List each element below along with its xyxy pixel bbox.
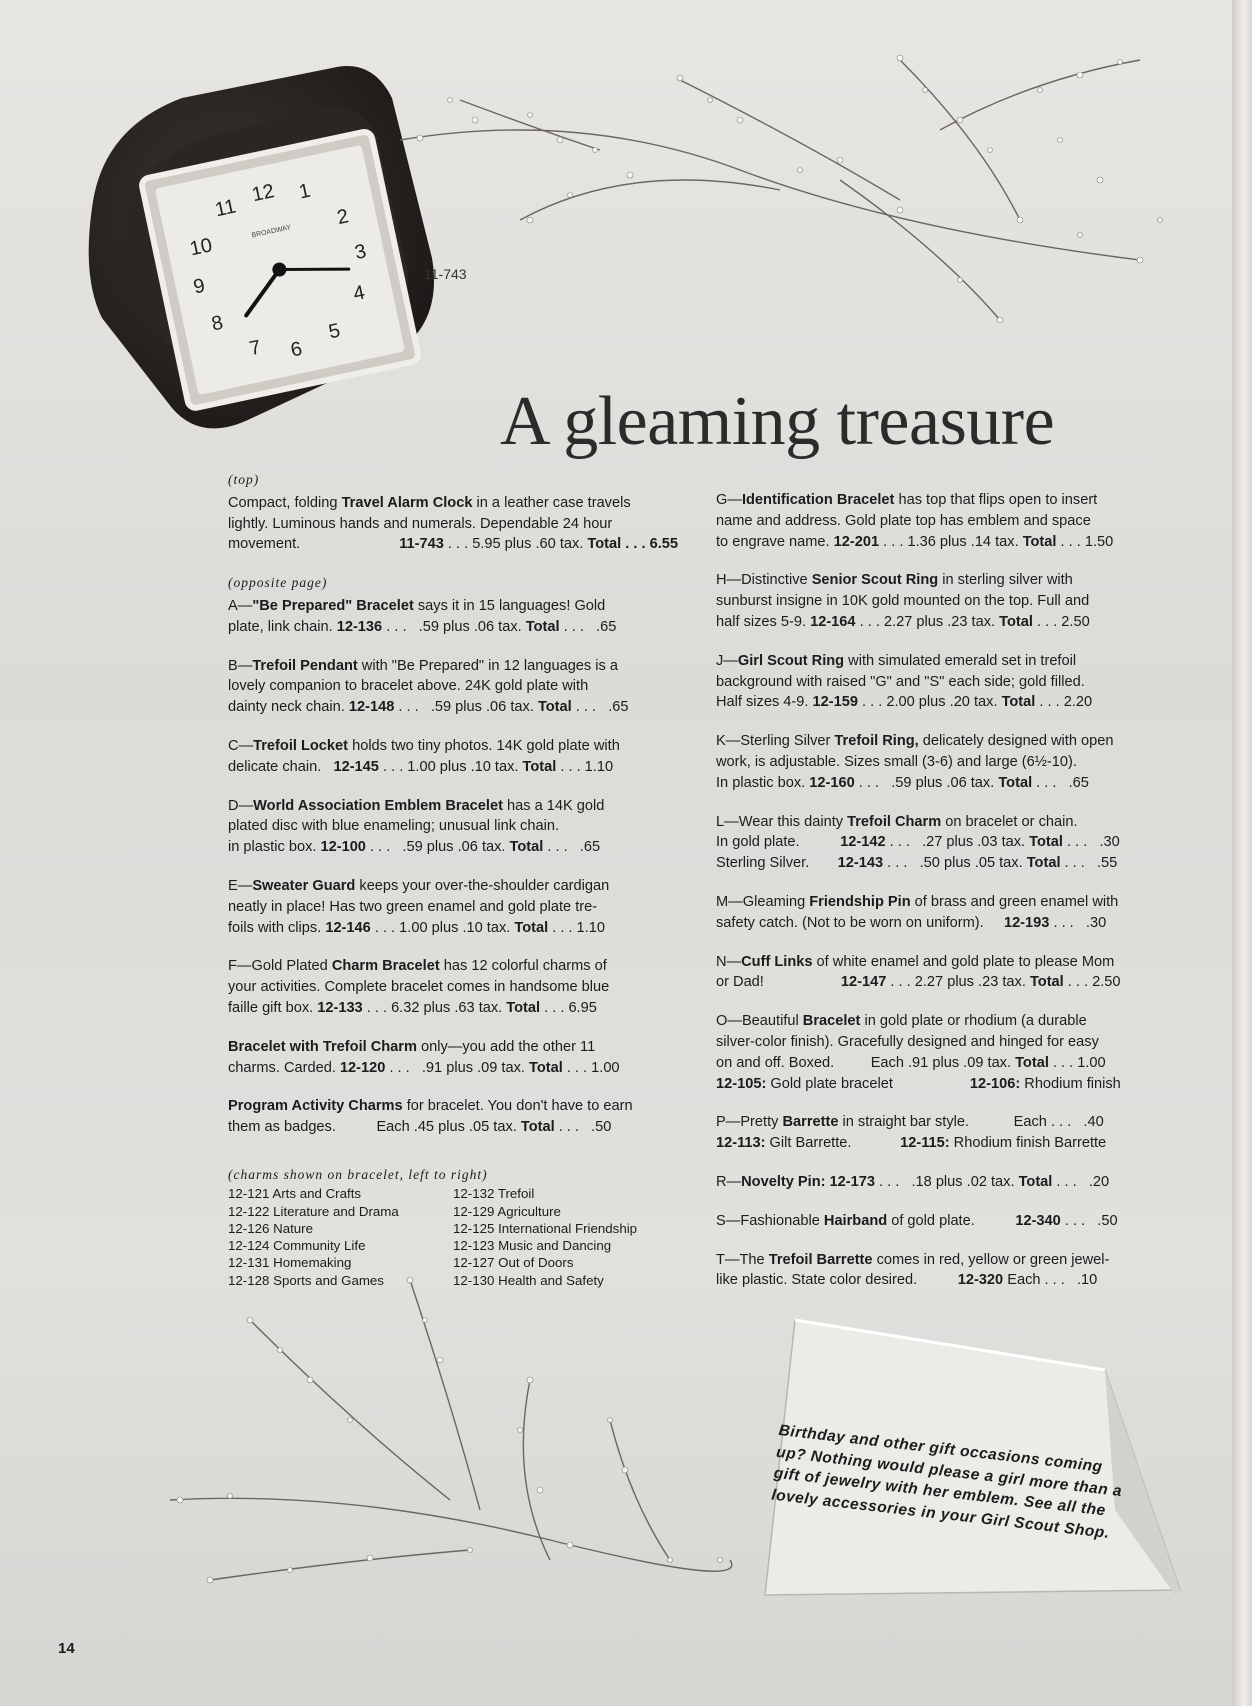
text: of gold plate.	[887, 1212, 1016, 1229]
text: . . . 2.50	[1032, 613, 1090, 630]
text: on bracelet or chain.	[941, 813, 1078, 830]
text: . . . 1.36 plus .14 tax.	[879, 533, 1023, 550]
text: has top that flips open to insert	[894, 492, 1098, 508]
bold-text: Total	[514, 919, 549, 936]
product-name: Travel Alarm Clock	[341, 494, 473, 511]
text: movement.	[228, 536, 301, 553]
item-line	[716, 651, 1166, 672]
catalog-item	[716, 570, 1166, 632]
bold-text: 12-106:	[969, 1075, 1021, 1092]
bold-text: Trefoil Ring,	[834, 733, 919, 750]
text: dainty neck chain.	[228, 699, 349, 716]
item-line	[716, 1172, 1166, 1193]
dial-numeral-8: 8	[209, 311, 225, 336]
bold-text: 12-113:	[716, 1135, 766, 1152]
item-line	[716, 913, 1166, 934]
page-title: A gleaming treasure	[500, 383, 1055, 460]
catalog-item	[716, 812, 1166, 874]
bold-text: Senior Scout Ring	[811, 572, 939, 589]
bold-text: Cuff Links	[741, 953, 813, 970]
opposite-heading: (opposite page)	[228, 575, 328, 591]
bold-text: 12-105:	[716, 1075, 767, 1092]
item-line	[716, 1211, 1166, 1232]
item-line	[716, 1250, 1166, 1271]
dial-numeral-1: 1	[296, 179, 313, 204]
text: delicate chain.	[228, 758, 334, 775]
bold-text: Hairband	[823, 1212, 888, 1229]
text: D—	[228, 797, 254, 814]
text: O—Beautiful	[716, 1013, 803, 1030]
bold-text: Total	[998, 774, 1033, 791]
text: E—	[228, 877, 253, 894]
right-column	[716, 490, 1166, 1309]
dial-numeral-7: 7	[247, 336, 263, 361]
text: . . . .65	[1032, 774, 1089, 791]
catalog-item	[228, 796, 678, 858]
text: L—Wear this dainty	[716, 813, 848, 830]
text: . . . .91 plus .09 tax.	[385, 1059, 529, 1076]
item-line	[228, 918, 678, 939]
text: . . . 1.00 plus .10 tax.	[370, 919, 515, 936]
bold-text: Barrette	[782, 1114, 839, 1131]
clock-line-1	[228, 493, 678, 514]
item-line	[716, 672, 1166, 693]
bold-text: 12-160	[809, 774, 855, 791]
item-line	[228, 897, 678, 918]
text: your activities. Complete bracelet comes in handsome blue	[228, 979, 610, 996]
bold-text: Trefoil Charm	[847, 813, 942, 830]
bold-text: Friendship Pin	[809, 893, 911, 910]
catalog-item	[228, 876, 678, 938]
bold-text: 12-193	[1003, 914, 1050, 931]
text: . . . .59 plus .06 tax.	[394, 699, 538, 716]
item-line	[716, 490, 1166, 511]
item-line	[228, 977, 678, 998]
item-line	[228, 736, 678, 757]
bold-text: 12-201	[833, 533, 880, 550]
text: Rhodium finish	[1020, 1075, 1121, 1092]
dial-numeral-12: 12	[249, 180, 277, 207]
bold-text: 12-146	[325, 919, 371, 936]
text: in sterling silver with	[938, 572, 1073, 589]
item-line	[716, 773, 1166, 794]
text: only—you add the other 11	[416, 1038, 596, 1055]
dial-numeral-9: 9	[191, 274, 207, 299]
text: . . . 2.27 plus .23 tax.	[886, 974, 1030, 991]
text: of white enamel and gold plate to please Mom	[812, 953, 1115, 970]
item-line	[228, 876, 678, 897]
text: with simulated emerald set in trefoil	[844, 652, 1077, 669]
text: half sizes 5-9.	[716, 613, 811, 630]
bold-text: World Association Emblem Bracelet	[253, 797, 503, 814]
bold-text: 12-142	[840, 834, 886, 851]
dial-numeral-3: 3	[352, 240, 369, 265]
text: . . . .30	[1062, 834, 1120, 851]
item-line	[716, 570, 1166, 591]
bold-text: Total	[1015, 1054, 1049, 1071]
babys-breath-spray-bottom	[150, 1260, 740, 1640]
item-line	[228, 757, 678, 778]
item-line	[228, 656, 678, 677]
text: J—	[716, 652, 738, 669]
text: . . . 6.95	[540, 999, 597, 1016]
bold-text: 12-136	[336, 618, 383, 635]
bold-text: Total	[522, 758, 557, 775]
catalog-item	[716, 731, 1166, 793]
text: . . . .65	[559, 618, 617, 635]
charm-entry: 12-125 International Friendship	[453, 1220, 638, 1236]
bold-text: Identification Bracelet	[741, 492, 895, 508]
text: . . . 2.27 plus .23 tax.	[855, 613, 1000, 630]
text: . . . .18 plus .02 tax.	[874, 1173, 1019, 1190]
text: sunburst insigne in 10K gold mounted on the top. Full and	[716, 593, 1090, 610]
text: . . . .50	[554, 1119, 612, 1136]
item-line	[228, 596, 678, 617]
item-line	[716, 532, 1166, 553]
text: . . . 2.00 plus .20 tax.	[857, 694, 1002, 711]
text: T—The	[716, 1251, 769, 1268]
charm-entry: 12-130 Health and Safety	[453, 1272, 604, 1288]
text: S—Fashionable	[716, 1212, 824, 1229]
text: . . . .65	[571, 699, 629, 716]
catalog-item	[228, 956, 678, 1018]
clock-item-number: 11-743	[424, 266, 467, 282]
bold-text: 12-320	[957, 1272, 1004, 1289]
catalog-item	[716, 1250, 1166, 1292]
bold-text: Girl Scout Ring	[737, 652, 845, 669]
text: plate, link chain.	[228, 618, 337, 635]
text: of brass and green enamel with	[910, 893, 1119, 910]
bold-text: 12-145	[333, 758, 379, 775]
bold-text: Total	[520, 1119, 555, 1136]
tent-card-message: Birthday and other gift occasions coming up? Nothing would please a girl more than a gift of jewelry with her emblem. See all the lovely accessories in your Girl Scout Shop.	[770, 1421, 1123, 1542]
bold-text: Trefoil Locket	[253, 737, 349, 754]
catalog-item	[716, 892, 1166, 934]
bold-text: 12-100	[320, 839, 366, 856]
bold-text: Program Activity Charms	[228, 1098, 403, 1115]
text: charms. Carded.	[228, 1059, 340, 1076]
text: with "Be Prepared" in 12 languages is a	[357, 657, 618, 674]
text: holds two tiny photos. 14K gold plate with	[348, 737, 620, 754]
bold-text: Total	[1029, 974, 1064, 991]
catalog-item	[716, 1172, 1166, 1193]
text: . . . .55	[1060, 855, 1118, 872]
bold-text: 12-159	[812, 694, 858, 711]
dial-numeral-6: 6	[288, 337, 305, 362]
item-line	[716, 853, 1166, 874]
text: Half sizes 4-9.	[716, 694, 813, 711]
item-line	[716, 692, 1166, 713]
text: . . . 1.00	[1048, 1054, 1106, 1071]
item-line	[716, 892, 1166, 913]
charm-list	[228, 1166, 688, 1289]
bold-text: 12-120	[339, 1059, 386, 1076]
bold-text: Total	[1029, 834, 1063, 851]
left-item-list	[228, 596, 678, 1138]
text: . . . .50	[1060, 1212, 1118, 1229]
item-line	[716, 731, 1166, 752]
bold-text: Total	[525, 618, 560, 635]
text: in gold plate or rhodium (a durable	[860, 1013, 1087, 1030]
charm-entry: 12-127 Out of Doors	[453, 1255, 574, 1271]
text: name and address. Gold plate top has emblem and space	[716, 512, 1091, 529]
text: . . . .50 plus .05 tax.	[883, 855, 1027, 872]
charm-grid	[228, 1185, 688, 1289]
text: has a 14K gold	[502, 797, 605, 814]
bold-text: Total	[1026, 855, 1061, 872]
text: Compact, folding	[228, 494, 342, 511]
text: . . . 6.32 plus .63 tax.	[362, 999, 507, 1016]
clock-brand: BROADWAY	[251, 224, 292, 240]
price: . . . 5.95 plus .60 tax.	[443, 536, 588, 553]
bold-text: Bracelet	[802, 1013, 861, 1030]
text: Each . . . .10	[1003, 1272, 1098, 1289]
left-column	[228, 470, 678, 1156]
text: in straight bar style. Each . . . .40	[838, 1114, 1104, 1131]
catalog-item	[228, 1037, 678, 1079]
text: work, is adjustable. Sizes small (3-6) and large (6½-10).	[716, 753, 1077, 770]
item-line	[716, 1011, 1166, 1032]
price-line	[399, 534, 678, 555]
text: lovely companion to bracelet above. 24K gold plate with	[228, 678, 589, 695]
bold-text: 12-143	[837, 855, 884, 872]
dial-numeral-2: 2	[335, 205, 351, 230]
text: says it in 15 languages! Gold	[413, 597, 606, 614]
item-line	[716, 612, 1166, 633]
text: . . . .59 plus .06 tax.	[854, 774, 999, 791]
text: . . . .59 plus .06 tax.	[382, 618, 526, 635]
text: in a leather case travels	[472, 494, 631, 511]
total-label: Total	[587, 536, 622, 553]
text: N—	[716, 953, 742, 970]
catalog-item	[716, 1112, 1166, 1154]
text: . . . 1.10	[556, 758, 614, 775]
page-edge	[1232, 0, 1252, 1706]
item-line	[228, 796, 678, 817]
text: . . . .59 plus .06 tax.	[365, 839, 510, 856]
text: background with raised "G" and "S" each side; gold filled.	[716, 673, 1085, 690]
bold-text: Novelty Pin: 12-173	[741, 1173, 875, 1190]
item-line	[716, 1032, 1166, 1053]
charm-entry: 12-122 Literature and Drama	[228, 1203, 399, 1219]
page-number: 14	[58, 1640, 75, 1657]
bold-text: Trefoil Pendant	[252, 657, 358, 674]
text: on and off. Boxed. Each .91 plus .09 tax.	[716, 1054, 1016, 1071]
item-line	[716, 1112, 1166, 1133]
text: them as badges. Each .45 plus .05 tax.	[228, 1119, 521, 1136]
bold-text: "Be Prepared" Bracelet	[252, 597, 414, 614]
text: safety catch. (Not to be worn on uniform).	[716, 914, 1004, 931]
text: . . . 1.50	[1056, 533, 1114, 550]
catalog-item	[228, 656, 678, 718]
catalog-item	[716, 952, 1166, 994]
bold-text: 12-164	[810, 613, 856, 630]
text: to engrave name.	[716, 533, 834, 550]
text: like plastic. State color desired.	[716, 1272, 958, 1289]
catalog-item	[228, 1096, 678, 1138]
text: or Dad!	[716, 974, 841, 991]
bold-text: 12-133	[317, 999, 363, 1016]
catalog-item	[716, 490, 1166, 552]
item-line	[716, 1053, 1166, 1074]
charm-entry: 12-123 Music and Dancing	[453, 1238, 612, 1254]
charm-entry: 12-131 Homemaking	[228, 1255, 352, 1271]
bold-text: 12-115:	[900, 1135, 950, 1152]
top-heading: (top)	[228, 472, 260, 487]
bold-text: 12-340	[1015, 1212, 1061, 1229]
item-line	[228, 697, 678, 718]
bold-text: Total	[1001, 694, 1036, 711]
item-line	[228, 1037, 678, 1058]
bold-text: Total	[528, 1059, 563, 1076]
catalog-item	[716, 651, 1166, 713]
right-item-list	[716, 490, 1166, 1291]
text: G—	[716, 492, 742, 508]
text: C—	[228, 737, 254, 754]
item-line	[716, 972, 1166, 993]
text: . . . 1.00 plus .10 tax.	[378, 758, 523, 775]
item-line	[716, 952, 1166, 973]
bold-text: 12-147	[840, 974, 887, 991]
dial-numeral-4: 4	[351, 281, 367, 306]
dial-numeral-5: 5	[326, 319, 343, 344]
bold-text: Total	[1022, 533, 1057, 550]
text: H—Distinctive	[716, 572, 812, 589]
item-line	[228, 816, 678, 837]
text: plated disc with blue enameling; unusual link chain.	[228, 818, 559, 835]
text: comes in red, yellow or green jewel-	[872, 1251, 1110, 1268]
text: A—	[228, 597, 253, 614]
catalog-item	[716, 1011, 1166, 1094]
travel-clock-description	[228, 470, 678, 555]
text: Gold plate bracelet	[766, 1075, 970, 1092]
bold-text: Total	[537, 699, 572, 716]
dial-numeral-10: 10	[187, 234, 215, 261]
text: . . . .30	[1049, 914, 1107, 931]
text: Sterling Silver.	[716, 855, 838, 872]
total: . . . 6.55	[621, 536, 678, 553]
bold-text: Total	[506, 999, 541, 1016]
catalog-item	[228, 596, 678, 638]
text: delicately designed with open	[918, 733, 1114, 750]
charms-heading: (charms shown on bracelet, left to right)	[228, 1167, 488, 1182]
text: for bracelet. You don't have to earn	[402, 1098, 633, 1115]
bold-text: Total	[1018, 1173, 1053, 1190]
item-line	[716, 1270, 1166, 1291]
charm-entry: 12-129 Agriculture	[453, 1203, 561, 1219]
item-line	[228, 617, 678, 638]
item-line	[228, 1096, 678, 1117]
item-line	[228, 676, 678, 697]
item-line	[716, 1074, 1166, 1095]
text: . . . .65	[543, 839, 601, 856]
text: . . . 1.00	[562, 1059, 620, 1076]
item-line	[228, 998, 678, 1019]
text: . . . 1.10	[548, 919, 605, 936]
dial-numeral-11: 11	[213, 195, 238, 222]
text: In plastic box.	[716, 774, 810, 791]
text: in plastic box.	[228, 839, 321, 856]
text: . . . .20	[1052, 1173, 1110, 1190]
item-line	[228, 1058, 678, 1079]
bold-text: Charm Bracelet	[331, 958, 440, 975]
bold-text: 12-148	[348, 699, 395, 716]
item-line	[228, 1117, 678, 1138]
text: B—	[228, 657, 253, 674]
charm-entry: 12-121 Arts and Crafts	[228, 1186, 362, 1202]
text: . . . 2.20	[1035, 694, 1093, 711]
catalog-item	[228, 736, 678, 778]
charm-entry: 12-132 Trefoil	[453, 1186, 535, 1202]
text: Rhodium finish Barrette	[949, 1135, 1107, 1152]
bold-text: Sweater Guard	[252, 877, 356, 894]
text: K—Sterling Silver	[716, 733, 835, 750]
text: F—Gold Plated	[228, 958, 332, 975]
text: In gold plate.	[716, 834, 841, 851]
text: M—Gleaming	[716, 893, 810, 910]
text: R—	[716, 1173, 742, 1190]
text: P—Pretty	[716, 1114, 783, 1131]
item-line	[716, 511, 1166, 532]
catalog-item	[716, 1211, 1166, 1232]
item-line	[716, 832, 1166, 853]
clock-line-3	[228, 534, 678, 555]
item-line	[228, 956, 678, 977]
text: keeps your over-the-shoulder cardigan	[355, 877, 610, 894]
text: . . . .27 plus .03 tax.	[885, 834, 1030, 851]
bold-text: Total	[509, 839, 544, 856]
charm-entry: 12-124 Community Life	[228, 1238, 366, 1254]
item-line	[716, 591, 1166, 612]
charm-entry: 12-128 Sports and Games	[228, 1272, 384, 1288]
clock-line-2: lightly. Luminous hands and numerals. Dependable 24 hour	[228, 515, 613, 532]
text: Gilt Barrette.	[765, 1135, 901, 1152]
bold-text: Bracelet with Trefoil Charm	[228, 1038, 417, 1055]
item-code: 11-743	[399, 536, 444, 553]
item-line	[716, 1133, 1166, 1154]
babys-breath-spray-top	[380, 20, 1200, 350]
text: silver-color finish). Gracefully designed and hinged for easy	[716, 1033, 1099, 1050]
bold-text: Total	[999, 613, 1033, 630]
text: . . . 2.50	[1063, 974, 1121, 991]
item-line	[716, 752, 1166, 773]
text: has 12 colorful charms of	[439, 958, 607, 975]
text: neatly in place! Has two green enamel and gold plate tre-	[228, 898, 598, 915]
item-line	[228, 837, 678, 858]
text: faille gift box.	[228, 999, 318, 1016]
charm-entry: 12-126 Nature	[228, 1220, 314, 1236]
item-line	[716, 812, 1166, 833]
bold-text: Trefoil Barrette	[768, 1251, 873, 1268]
text: foils with clips.	[228, 919, 326, 936]
